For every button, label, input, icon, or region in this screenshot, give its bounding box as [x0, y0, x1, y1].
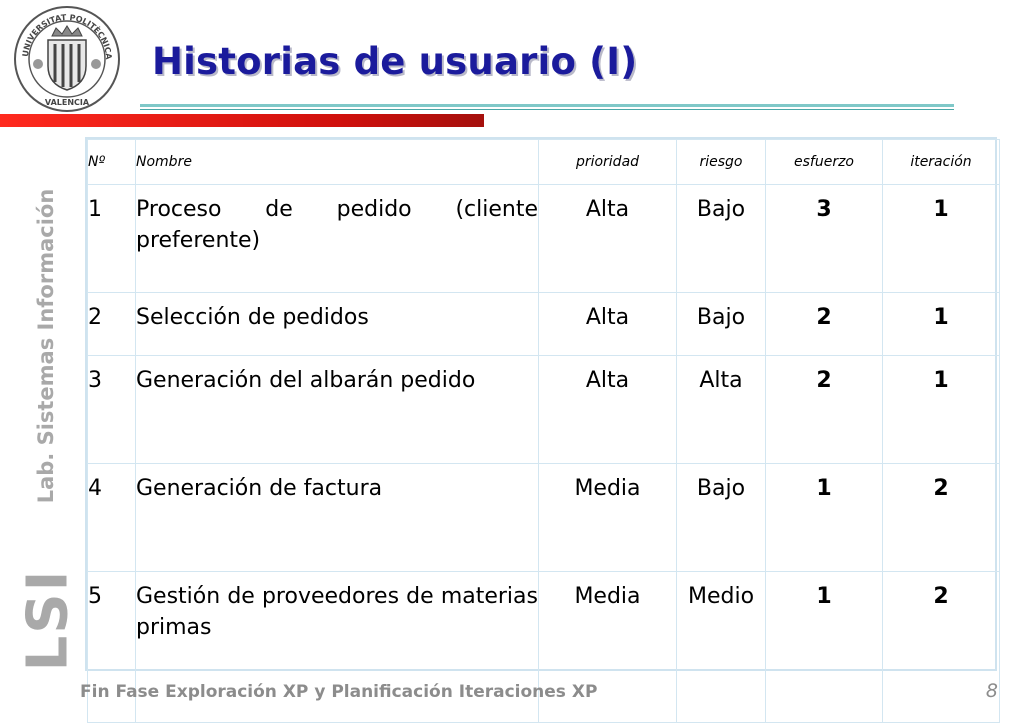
side-lab-label: Lab. Sistemas Información [34, 188, 58, 504]
slide-title: Historias de usuario (I) [152, 40, 638, 83]
cell-risk: Bajo [677, 293, 766, 356]
cell-num: 2 [88, 293, 136, 356]
cell-num: 3 [88, 356, 136, 464]
table-row [88, 293, 1000, 356]
header-risk: riesgo [677, 140, 766, 185]
footer-text: Fin Fase Exploración XP y Planificación Iteraciones XP [80, 682, 598, 702]
cell-effort: 1 [766, 464, 883, 572]
cell-priority: Media [539, 464, 677, 572]
table-row [88, 464, 1000, 572]
cell-name: Gestión de proveedores de materias primas [136, 572, 539, 723]
table-row [88, 185, 1000, 293]
cell-effort: 1 [766, 572, 883, 723]
header-priority: prioridad [539, 140, 677, 185]
user-stories-table [87, 139, 1000, 723]
cell-effort: 2 [766, 356, 883, 464]
cell-risk: Bajo [677, 464, 766, 572]
cell-name: Generación de factura [136, 464, 539, 572]
user-stories-table-container [85, 137, 997, 671]
cell-effort: 2 [766, 293, 883, 356]
cell-name: Selección de pedidos [136, 293, 539, 356]
title-underline-thin [140, 109, 954, 110]
title-underline [140, 104, 954, 107]
table-header-row [88, 140, 1000, 185]
cell-effort: 3 [766, 185, 883, 293]
cell-priority: Alta [539, 185, 677, 293]
side-lsi-logo: LSI [15, 568, 81, 672]
cell-risk: Alta [677, 356, 766, 464]
cell-num: 1 [88, 185, 136, 293]
cell-iteration: 1 [883, 356, 1000, 464]
cell-name: Generación del albarán pedido [136, 356, 539, 464]
header-num: Nº [88, 140, 136, 185]
cell-name: Proceso de pedido (cliente preferente) [136, 185, 539, 293]
svg-text:UNIVERSITAT POLITÈCNICA: UNIVERSITAT POLITÈCNICA [20, 12, 114, 60]
cell-iteration: 2 [883, 572, 1000, 723]
university-seal-icon [12, 4, 122, 114]
header-iteration: iteración [883, 140, 1000, 185]
header-effort: esfuerzo [766, 140, 883, 185]
cell-num: 5 [88, 572, 136, 723]
cell-iteration: 1 [883, 293, 1000, 356]
cell-iteration: 2 [883, 464, 1000, 572]
cell-priority: Media [539, 572, 677, 723]
page-number: 8 [985, 680, 998, 702]
svg-text:VALENCIA: VALENCIA [44, 98, 90, 107]
cell-num: 4 [88, 464, 136, 572]
accent-bar [0, 114, 484, 127]
cell-risk: Medio [677, 572, 766, 723]
header-name: Nombre [136, 140, 539, 185]
cell-priority: Alta [539, 293, 677, 356]
cell-risk: Bajo [677, 185, 766, 293]
table-row [88, 356, 1000, 464]
cell-iteration: 1 [883, 185, 1000, 293]
cell-priority: Alta [539, 356, 677, 464]
